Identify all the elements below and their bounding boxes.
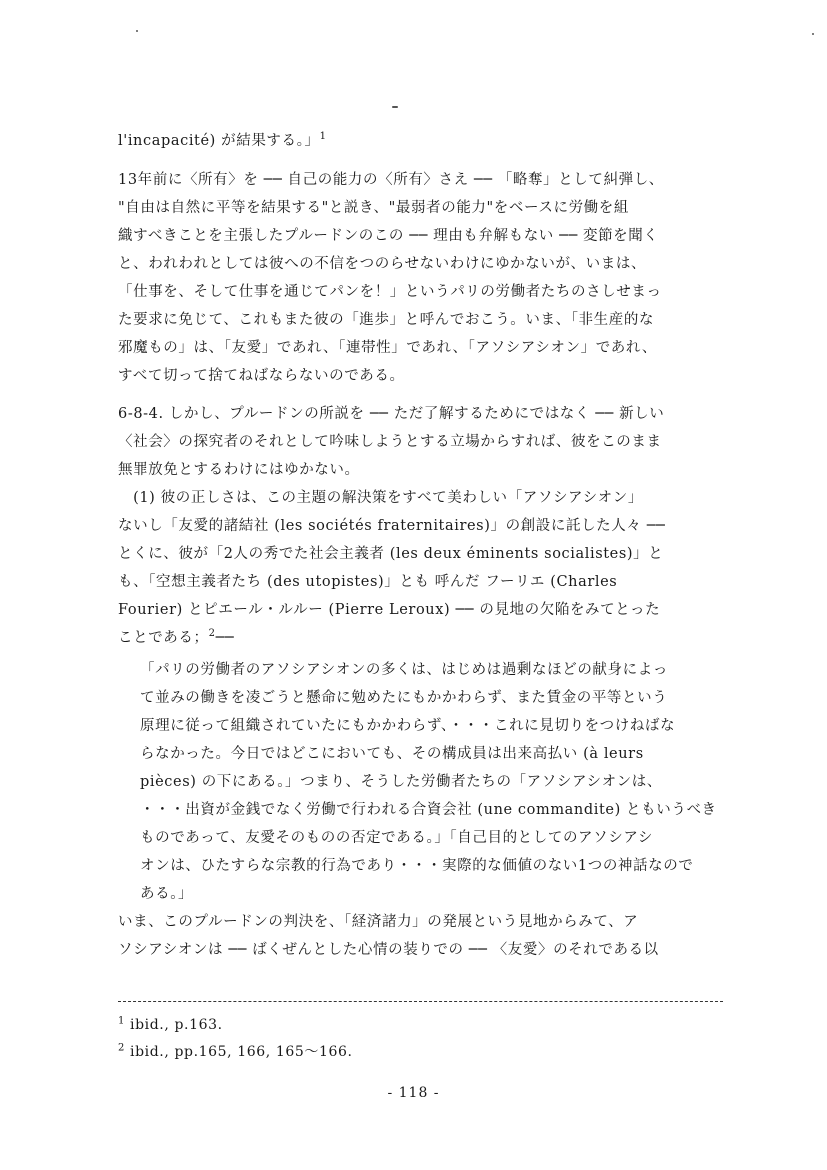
text-line: て並みの働きを凌ごうと懸命に勉めたにもかかわらず、また賃金の平等という xyxy=(140,690,668,706)
text-line: l'incapacité) が結果する。」$^1$ xyxy=(118,131,327,149)
text-line: オンは、ひたすらな宗教的行為であり・・・実際的な価値のない1つの神話なので xyxy=(140,858,694,874)
main-paragraph xyxy=(118,166,718,390)
text-line: と、われわれとしては彼への不信をつのらせないわけにゆかないが、いまは、 xyxy=(118,256,647,272)
text-line: pièces) の下にある。」つまり、そうした労働者たちの「アソシアシオンは、 xyxy=(140,774,662,790)
scan-speck xyxy=(136,30,138,32)
text-line: 原理に従って組織されていたにもかかわらず、・・・これに見切りをつけねばな xyxy=(140,718,676,734)
text-line: (1) 彼の正しさは、この主題の解決策をすべて美わしい「アソシアシオン」 xyxy=(118,490,643,506)
footnote-text: ibid., pp.165, 166, 165～166. xyxy=(130,1044,353,1060)
footnote-mark: 1 xyxy=(118,1015,125,1027)
text-line: 13年前に〈所有〉を ── 自己の能力の〈所有〉さえ ── 「略奪」として糾弾し、 xyxy=(118,172,664,188)
text-line: "自由は自然に平等を結果する"と説き、"最弱者の能力"をベースに労働を組 xyxy=(118,200,629,216)
text-line: いま、このプルードンの判決を、「経済諸力」の発展という見地からみて、ア xyxy=(118,914,639,930)
text-line: とくに、彼が「2人の秀でた社会主義者 (les deux éminents socialistes)」と xyxy=(118,546,664,562)
text-line: 織すべきことを主張したプルードンのこの ── 理由も弁解もない ── 変節を聞く xyxy=(118,228,659,244)
footnote-1 xyxy=(118,1013,223,1037)
page-number: - 118 - xyxy=(387,1085,440,1101)
footnote-text: ibid., p.163. xyxy=(130,1017,223,1033)
text-line: らなかった。今日ではどこにおいても、その構成員は出来高払い (à leurs xyxy=(140,746,644,762)
text-line: ないし「友愛的諸結社 (les sociétés fraternitaires)」の創設に託した人々 ── xyxy=(118,518,666,534)
footnote-mark: 2 xyxy=(118,1042,125,1054)
text-line: ソシアシオンは ── ばくぜんとした心情の装りでの ── 〈友愛〉のそれである以 xyxy=(118,942,659,958)
text-line: すべて切って捨てねばならないのである。 xyxy=(118,368,405,384)
text-line: 「仕事を、そして仕事を通じてパンを！」というパリの労働者たちのさしせまっ xyxy=(118,284,662,300)
text-line: も、「空想主義者たち (des utopistes)」とも 呼んだ フーリエ (Charles xyxy=(118,574,618,590)
footnote-marker[interactable]: 1 xyxy=(319,131,327,143)
footnote-marker[interactable]: 2 xyxy=(208,628,216,640)
text-line: た要求に免じて、これもまた彼の「進歩」と呼んでおこう。いま、「非生産的な xyxy=(118,312,655,328)
text-line: 6-8-4. しかし、プルードンの所説を ── ただ了解するためにではなく ── 新しい xyxy=(118,406,665,422)
scan-speck xyxy=(812,33,814,35)
section-6-8-4 xyxy=(118,400,718,652)
text-line: 無罪放免とするわけにはゆかない。 xyxy=(118,462,360,478)
footnote-divider xyxy=(118,1001,723,1002)
closing-paragraph xyxy=(118,908,718,964)
footnote-2 xyxy=(118,1040,353,1064)
scan-speck xyxy=(392,106,398,108)
text-line: 「パリの労働者のアソシアシオンの多くは、はじめは過剰なほどの献身によっ xyxy=(140,662,668,678)
text-line: ことである；$^2$── xyxy=(118,628,235,646)
text-line: ものであって、友愛そのものの否定である。」「自己目的としてのアソシアシ xyxy=(140,830,653,846)
text-line: 邪魔もの」は、「友愛」であれ、「連帯性」であれ、「アソシアシオン」であれ、 xyxy=(118,340,657,356)
text-line: ある。」 xyxy=(140,886,194,902)
text-line: 〈社会〉の探究者のそれとして吟味しようとする立場からすれば、彼をこのまま xyxy=(118,434,662,450)
intro-paragraph xyxy=(118,127,718,155)
text-line: ・・・出資が金銭でなく労働で行われる合資会社 (une commandite) ともいうべき xyxy=(140,802,717,818)
text-line: Fourier) とピエール・ルルー (Pierre Leroux) ── の見地の欠陥をみてとった xyxy=(118,602,661,618)
block-quote xyxy=(140,656,720,908)
